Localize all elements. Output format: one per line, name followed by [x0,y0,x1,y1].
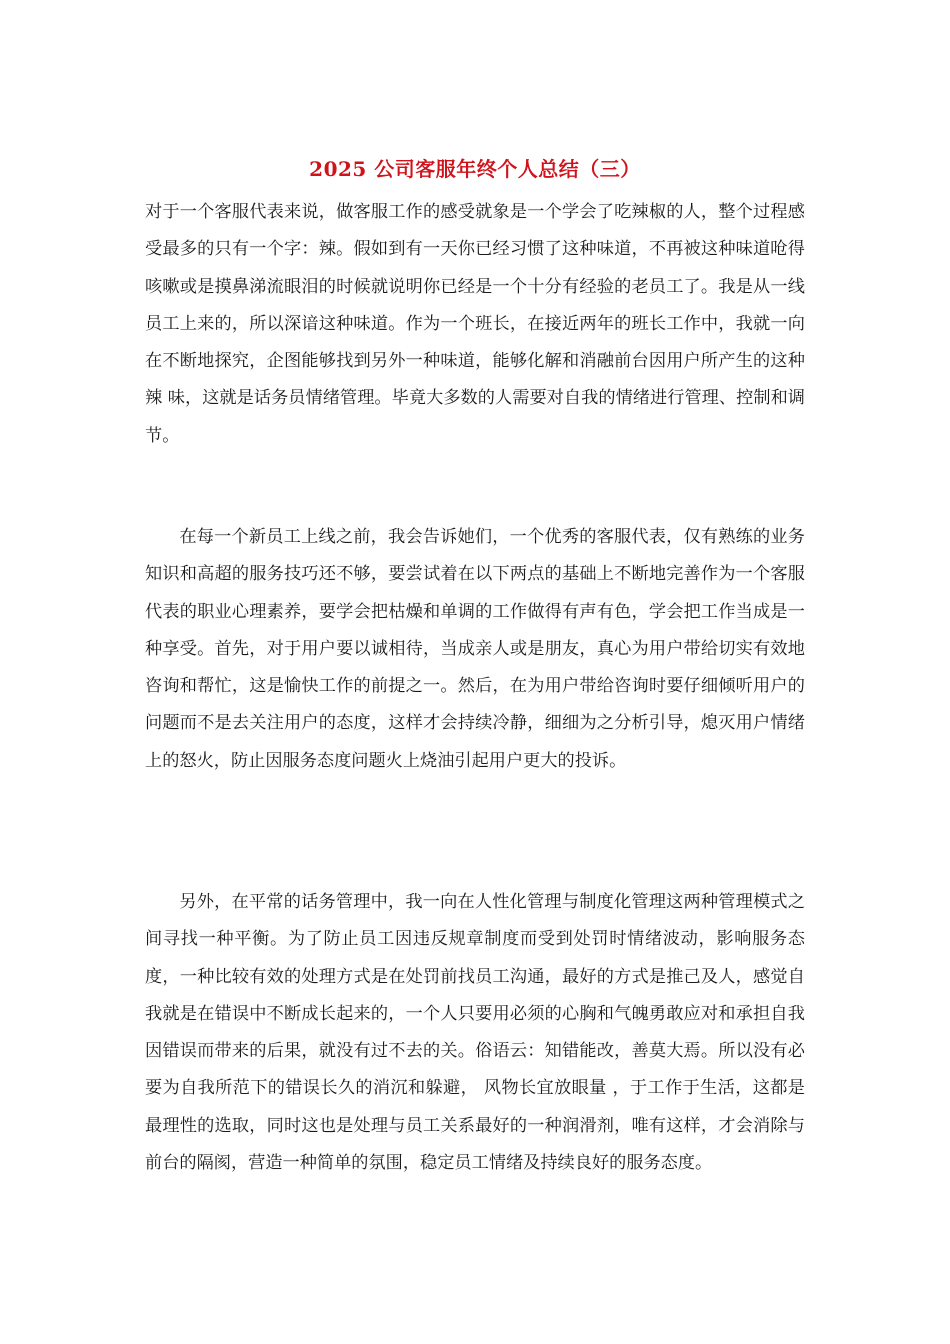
paragraph-3: 另外，在平常的话务管理中，我一向在人性化管理与制度化管理这两种管理模式之间寻找一种平衡。为了防止员工因违反规章制度而受到处罚时情绪波动，影响服务态度，一种比较有效的处理方式是在处罚前找员工沟通，最好的方式是推己及人，感觉自我就是在错误中不断成长起来的，一个人只要用必须的心胸和气魄勇敢应对和承担自我因错误而带来的后果，就没有过不去的关。俗语云：知错能改，善莫大焉。所以没有必要为自我所范下的错误长久的消沉和躲避， 风物长宜放眼量 ，于工作于生活，这都是最理性的选取，同时这也是处理与员工关系最好的一种润滑剂，唯有这样，才会消除与前台的隔阂，营造一种简单的氛围，稳定员工情绪及持续良好的服务态度。 [145,892,805,1174]
paragraph-2: 在每一个新员工上线之前，我会告诉她们，一个优秀的客服代表，仅有熟练的业务知识和高超的服务技巧还不够，要尝试着在以下两点的基础上不断地完善作为一个客服代表的职业心理素养，要学会把枯燥和单调的工作做得有声有色，学会把工作当成是一种享受。首先，对于用户要以诚相待，当成亲人或是朋友，真心为用户带给切实有效地咨询和帮忙，这是愉快工作的前提之一。然后，在为用户带给咨询时要仔细倾听用户的问题而不是去关注用户的态度，这样才会持续冷静，细细为之分析引导，熄灭用户情绪上的怒火，防止因服务态度问题火上烧油引起用户更大的投诉。 [145,527,805,771]
paragraph-1: 对于一个客服代表来说，做客服工作的感受就象是一个学会了吃辣椒的人，整个过程感受最多的只有一个字：辣。假如到有一天你已经习惯了这种味道，不再被这种味道呛得咳嗽或是摸鼻涕流眼泪的时候就说明你已经是一个十分有经验的老员工了。我是从一线员工上来的，所以深谙这种味道。作为一个班长，在接近两年的班长工作中，我就一向在不断地探究，企图能够找到另外一种味道，能够化解和消融前台因用户所产生的这种 辣 味，这就是话务员情绪管理。毕竟大多数的人需要对自我的情绪进行管理、控制和调节。 [145,202,805,446]
document-title: 2025 公司客服年终个人总结（三） [309,157,641,181]
